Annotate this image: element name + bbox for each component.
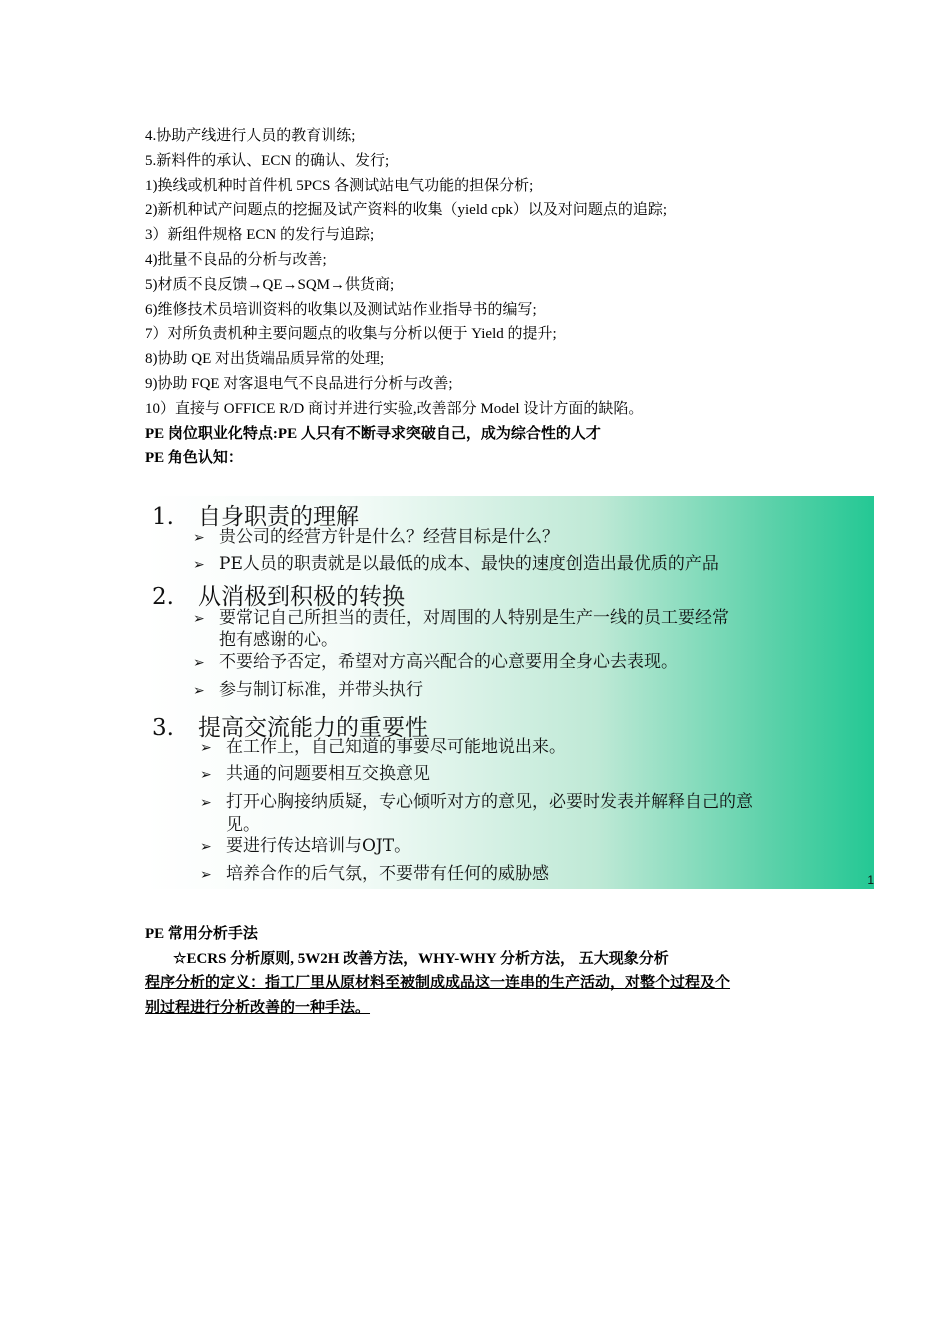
- text-line: 1)换线或机种时首件机 5PCS 各测试站电气功能的担保分析;: [145, 177, 534, 194]
- heading-number: 1.: [152, 504, 174, 530]
- bullet-text: 参与制订标准，并带头执行: [219, 680, 423, 700]
- heading-number: 3.: [152, 715, 174, 741]
- slide-heading-2: [152, 578, 405, 611]
- slide-bullet: [200, 765, 430, 785]
- heading-text: 从消极到积极的转换: [198, 584, 405, 610]
- slide-bullet: [193, 528, 559, 548]
- bullet-text: 在工作上，自己知道的事要尽可能地说出来。: [226, 737, 566, 757]
- heading-number: 2.: [152, 584, 174, 610]
- bullet-text: 培养合作的后气氛，不要带有任何的威胁感: [226, 864, 549, 884]
- text-line: 3）新组件规格 ECN 的发行与追踪;: [145, 227, 375, 244]
- slide-bullet: [200, 837, 411, 857]
- bullet-text: 要常记自己所担当的责任，对周围的人特别是生产一线的员工要经常: [219, 608, 729, 628]
- text-line: 4)批量不良品的分析与改善;: [145, 251, 327, 268]
- text-line: 5.新料件的承认、ECN 的确认、发行;: [145, 152, 390, 169]
- slide-bullet: [200, 865, 549, 885]
- text-line: 6)维修技术员培训资料的收集以及测试站作业指导书的编写;: [145, 301, 537, 318]
- arrow-bullet-icon: ➢: [193, 530, 205, 546]
- bullet-text: 共通的问题要相互交换意见: [226, 764, 430, 784]
- bullet-text: PE人员的职责就是以最低的成本、最快的速度创造出最优质的产品: [219, 554, 719, 574]
- analysis-methods-heading: PE 常用分析手法: [145, 926, 258, 942]
- arrow-bullet-icon: ➢: [193, 683, 205, 699]
- slide-bullet: [200, 738, 566, 758]
- role-cognition-slide: [145, 496, 874, 889]
- bullet-text: 贵公司的经营方针是什么？经营目标是什么？: [219, 527, 559, 547]
- heading-text: 提高交流能力的重要性: [198, 715, 428, 741]
- text-line: 2)新机种试产问题点的挖掘及试产资料的收集（yield cpk）以及对问题点的追踪;: [145, 202, 668, 219]
- bullet-text: 打开心胸接纳质疑，专心倾听对方的意见，必要时发表并解释自己的意: [226, 792, 753, 812]
- text-line: 4.协助产线进行人员的教育训练;: [145, 128, 356, 144]
- pe-role-heading: PE 角色认知：: [145, 450, 243, 467]
- arrow-bullet-icon: ➢: [193, 655, 205, 671]
- slide-page-number: 1: [867, 873, 874, 887]
- analysis-methods-section: [145, 922, 845, 1020]
- slide-bullet: [193, 681, 423, 701]
- pe-characteristics-heading: PE 岗位职业化特点:PE 人只有不断寻求突破自己，成为综合性的人才: [145, 425, 601, 442]
- duty-list: [145, 124, 845, 471]
- slide-bullet: [193, 555, 719, 575]
- text-line: 5)材质不良反馈→QE→SQM→供货商;: [145, 276, 395, 293]
- arrow-bullet-icon: ➢: [200, 740, 212, 756]
- text-line: 9)协助 FQE 对客退电气不良品进行分析与改善;: [145, 375, 453, 392]
- definition-line: 别过程进行分析改善的一种手法。: [145, 999, 371, 1016]
- text-line: 8)协助 QE 对出货端品质异常的处理;: [145, 351, 385, 368]
- bullet-continuation: 见。: [226, 815, 260, 835]
- bullet-text: 要进行传达培训与OJT。: [226, 836, 412, 856]
- arrow-bullet-icon: ➢: [200, 839, 212, 855]
- text-line: 10）直接与 OFFICE R/D 商讨并进行实验,改善部分 Model 设计方面的缺陷。: [145, 400, 644, 417]
- slide-bullet: [200, 793, 753, 813]
- arrow-bullet-icon: ➢: [200, 767, 212, 783]
- definition-line: 程序分析的定义：指工厂里从原材料至被制成成品这一连串的生产活动，对整个过程及个: [145, 975, 731, 991]
- bullet-continuation: 抱有感谢的心。: [219, 630, 338, 650]
- arrow-bullet-icon: ➢: [200, 795, 212, 811]
- bullet-text: 不要给予否定，希望对方高兴配合的心意要用全身心去表现。: [219, 652, 678, 672]
- heading-text: 自身职责的理解: [198, 504, 359, 530]
- arrow-bullet-icon: ➢: [200, 867, 212, 883]
- methods-list: ☆ECRS 分析原则, 5W2H 改善方法，WHY-WHY 分析方法， 五大现象分析: [173, 950, 669, 967]
- text-line: 7）对所负责机种主要问题点的收集与分析以便于 Yield 的提升;: [145, 326, 557, 343]
- slide-bullet: [193, 653, 678, 673]
- arrow-bullet-icon: ➢: [193, 611, 205, 627]
- arrow-bullet-icon: ➢: [193, 557, 205, 573]
